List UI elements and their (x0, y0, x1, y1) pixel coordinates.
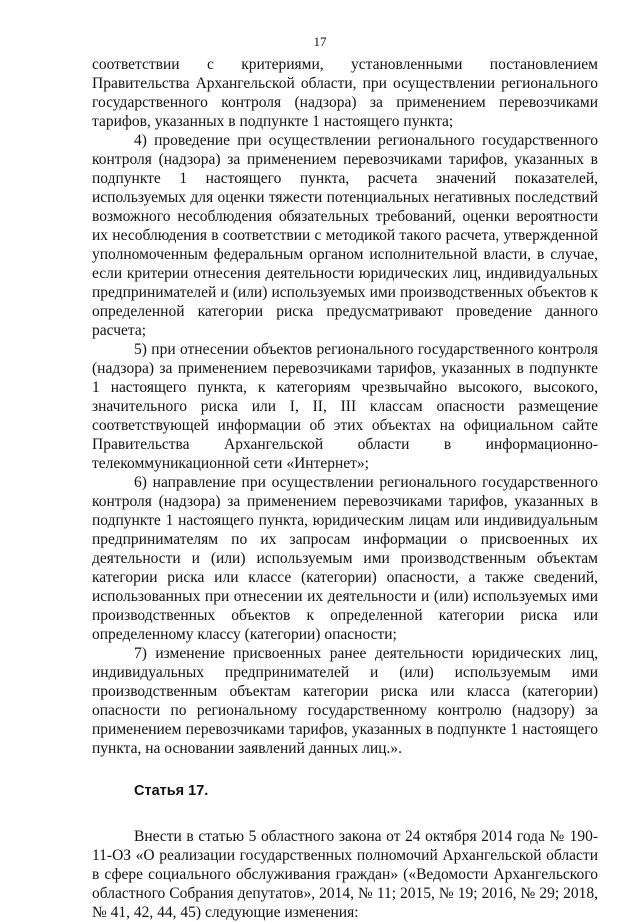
document-body (92, 55, 598, 922)
page-number: 17 (313, 34, 327, 49)
paragraph-item-4: 4) проведение при осуществлении регионального государственного контроля (надзора) за применением перевозчиками тарифов, указанных в подпункте 1 настоящего пункта, расчета значений показателей, используемых для оценки тяжести потенциальных негативных последствий возможного несоблюдения обязательных требований, оценки вероятности их несоблюдения в соответствии с методикой такого расчета, утвержденной уполномоченным федеральным органом исполнительной власти, в случае, если критерии отнесения деятельности юридических лиц, индивидуальных предпринимателей и (или) используемых ими производственных объектов к определенной категории риска предусматривают проведение данного расчета; (92, 132, 598, 339)
paragraph-item-7: 7) изменение присвоенных ранее деятельности юридических лиц, индивидуальных предпринимателей и (или) используемым ими производственным объектам категории риска или класса (категории) опасности по региональному государственному контролю (надзору) за применением перевозчиками тарифов, указанных в подпункте 1 настоящего пункта, на основании заявлений данных лиц.». (92, 645, 598, 757)
paragraph-item-5: 5) при отнесении объектов регионального государственного контроля (надзора) за применением перевозчиками тарифов, указанных в подпункте 1 настоящего пункта, к категориям чрезвычайно высокого, высокого, значительного риска или I, II, III классам опасности размещение соответствующей информации об этих объектах на официальном сайте Правительства Архангельской области в информационно-телекоммуникационной сети «Интернет»; (92, 341, 598, 472)
paragraph-item-6: 6) направление при осуществлении регионального государственного контроля (надзора) за применением перевозчиками тарифов, указанных в подпункте 1 настоящего пункта, юридическим лицам или индивидуальным предпринимателям по их запросам информации о присвоенных их деятельности и (или) используемым ими производственным объектам категории риска или классе (категории) опасности, а также сведений, использованных при отнесении их деятельности и (или) используемых ими производственных объектов к определенной категории риска или определенному классу (категории) опасности; (92, 474, 598, 643)
article-heading: Статья 17. (134, 783, 209, 799)
paragraph-continuation: соответствии с критериями, установленными постановлением Правительства Архангельской области, при осуществлении регионального государственного контроля (надзора) за применением перевозчиками тарифов, указанных в подпункте 1 настоящего пункта; (92, 56, 598, 130)
article-paragraph: Внести в статью 5 областного закона от 24 октября 2014 года № 190-11-ОЗ «О реализации государственных полномочий Архангельской области в сфере социального обслуживания граждан» («Ведомости Архангельского областного Собрания депутатов», 2014, № 11; 2015, № 19; 2016, № 29; 2018, № 41, 42, 44, 45) следующие изменения: (92, 828, 598, 921)
